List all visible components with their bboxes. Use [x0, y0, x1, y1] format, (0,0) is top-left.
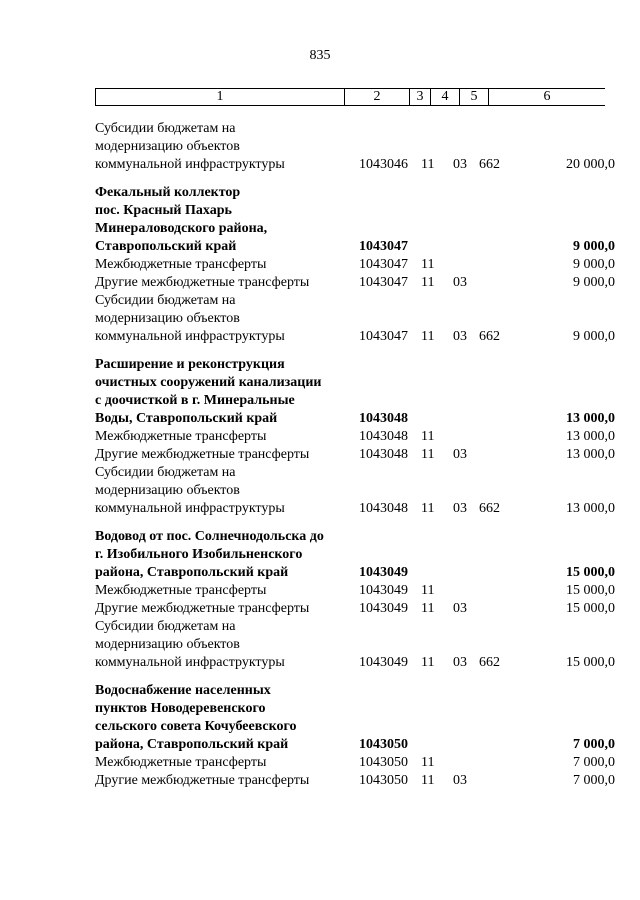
- column-header-5: 5: [460, 89, 489, 106]
- row-subsection: 03: [453, 501, 467, 516]
- row-amount: 13 000,0: [566, 447, 615, 462]
- column-header-1: 1: [96, 89, 345, 106]
- row-amount: 13 000,0: [566, 411, 615, 426]
- row-section: 11: [421, 275, 435, 290]
- row-name-line: с доочисткой в г. Минеральные: [95, 393, 295, 408]
- row-code: 1043048: [359, 429, 408, 444]
- column-header-row: [96, 89, 606, 106]
- row-subsection: 03: [453, 329, 467, 344]
- column-header-3: 3: [410, 89, 431, 106]
- row-code: 1043050: [359, 773, 408, 788]
- row-code: 1043048: [359, 447, 408, 462]
- row-code: 1043046: [359, 157, 408, 172]
- row-name-line: Межбюджетные трансферты: [95, 429, 267, 444]
- row-expense-type: 662: [479, 329, 500, 344]
- row-subsection: 03: [453, 275, 467, 290]
- row-section: 11: [421, 655, 435, 670]
- row-section: 11: [421, 773, 435, 788]
- table-row: [95, 274, 615, 292]
- row-subsection: 03: [453, 655, 467, 670]
- table-row: [95, 618, 615, 672]
- row-subsection: 03: [453, 447, 467, 462]
- table-row-heading: [95, 184, 615, 256]
- row-amount: 15 000,0: [566, 601, 615, 616]
- row-name-line: модернизацию объектов: [95, 637, 240, 652]
- row-code: 1043049: [359, 655, 408, 670]
- row-name-line: Межбюджетные трансферты: [95, 257, 267, 272]
- row-name-line: модернизацию объектов: [95, 139, 240, 154]
- row-section: 11: [421, 157, 435, 172]
- row-code: 1043047: [359, 257, 408, 272]
- row-code: 1043048: [359, 411, 408, 426]
- budget-section: [95, 184, 615, 346]
- table-row-heading: [95, 682, 615, 754]
- row-code: 1043049: [359, 601, 408, 616]
- section-divider: [95, 174, 615, 184]
- row-amount: 9 000,0: [573, 275, 615, 290]
- row-name-line: пос. Красный Пахарь: [95, 203, 232, 218]
- table-row-heading: [95, 356, 615, 428]
- row-amount: 9 000,0: [573, 329, 615, 344]
- table-row: [95, 464, 615, 518]
- column-header-4: 4: [431, 89, 460, 106]
- row-section: 11: [421, 447, 435, 462]
- row-amount: 15 000,0: [566, 655, 615, 670]
- row-code: 1043050: [359, 755, 408, 770]
- table-row: [95, 582, 615, 600]
- section-divider: [95, 346, 615, 356]
- row-section: 11: [421, 257, 435, 272]
- table-row: [95, 256, 615, 274]
- row-name-line: очистных сооружений канализации: [95, 375, 322, 390]
- row-name-line: Межбюджетные трансферты: [95, 755, 267, 770]
- budget-section: [95, 528, 615, 672]
- row-name-line: Другие межбюджетные трансферты: [95, 275, 310, 290]
- row-subsection: 03: [453, 773, 467, 788]
- row-name-line: модернизацию объектов: [95, 311, 240, 326]
- row-name-line: Субсидии бюджетам на: [95, 293, 236, 308]
- row-section: 11: [421, 601, 435, 616]
- row-amount: 7 000,0: [573, 773, 615, 788]
- row-expense-type: 662: [479, 501, 500, 516]
- row-name-line: Водовод от пос. Солнечнодольска до: [95, 529, 324, 544]
- row-name-line: Субсидии бюджетам на: [95, 619, 236, 634]
- row-name-line: Воды, Ставропольский край: [95, 411, 278, 426]
- row-expense-type: 662: [479, 157, 500, 172]
- row-name-line: Другие межбюджетные трансферты: [95, 773, 310, 788]
- budget-section: [95, 356, 615, 518]
- row-name-line: Субсидии бюджетам на: [95, 121, 236, 136]
- row-code: 1043047: [359, 329, 408, 344]
- row-name-line: Минераловодского района,: [95, 221, 268, 236]
- row-code: 1043047: [359, 275, 408, 290]
- row-name-line: Ставропольский край: [95, 239, 237, 254]
- section-divider: [95, 672, 615, 682]
- budget-section: [95, 682, 615, 790]
- row-name-line: Фекальный коллектор: [95, 185, 241, 200]
- table-row-heading: [95, 528, 615, 582]
- page-number: 835: [309, 48, 331, 63]
- row-code: 1043049: [359, 583, 408, 598]
- table-row: [95, 428, 615, 446]
- row-subsection: 03: [453, 601, 467, 616]
- row-name-line: коммунальной инфраструктуры: [95, 157, 285, 172]
- row-name-line: Другие межбюджетные трансферты: [95, 447, 310, 462]
- row-section: 11: [421, 755, 435, 770]
- row-amount: 7 000,0: [573, 755, 615, 770]
- row-subsection: 03: [453, 157, 467, 172]
- row-name-line: сельского совета Кочубеевского: [95, 719, 297, 734]
- row-name-line: Межбюджетные трансферты: [95, 583, 267, 598]
- row-name-line: Водоснабжение населенных: [95, 683, 271, 698]
- budget-table-body: [95, 120, 615, 790]
- table-row: [95, 754, 615, 772]
- column-header-6: 6: [489, 89, 606, 106]
- row-name-line: Другие межбюджетные трансферты: [95, 601, 310, 616]
- table-row: [95, 772, 615, 790]
- row-name-line: района, Ставропольский край: [95, 737, 289, 752]
- row-name-line: пунктов Новодеревенского: [95, 701, 266, 716]
- row-section: 11: [421, 429, 435, 444]
- row-expense-type: 662: [479, 655, 500, 670]
- row-amount: 13 000,0: [566, 429, 615, 444]
- row-amount: 7 000,0: [573, 737, 615, 752]
- section-divider: [95, 518, 615, 528]
- row-amount: 9 000,0: [573, 257, 615, 272]
- table-row: [95, 292, 615, 346]
- row-amount: 15 000,0: [566, 583, 615, 598]
- table-row: [95, 600, 615, 618]
- row-amount: 13 000,0: [566, 501, 615, 516]
- row-name-line: коммунальной инфраструктуры: [95, 501, 285, 516]
- row-section: 11: [421, 501, 435, 516]
- row-code: 1043049: [359, 565, 408, 580]
- row-name-line: Расширение и реконструкция: [95, 357, 285, 372]
- column-header-table: [95, 88, 605, 106]
- table-row: [95, 120, 615, 174]
- row-code: 1043048: [359, 501, 408, 516]
- row-amount: 20 000,0: [566, 157, 615, 172]
- column-header-2: 2: [345, 89, 410, 106]
- row-name-line: района, Ставропольский край: [95, 565, 289, 580]
- table-row: [95, 446, 615, 464]
- row-amount: 15 000,0: [566, 565, 615, 580]
- budget-section: [95, 120, 615, 174]
- row-amount: 9 000,0: [573, 239, 615, 254]
- row-code: 1043050: [359, 737, 408, 752]
- row-section: 11: [421, 329, 435, 344]
- row-name-line: коммунальной инфраструктуры: [95, 655, 285, 670]
- row-name-line: Субсидии бюджетам на: [95, 465, 236, 480]
- row-name-line: коммунальной инфраструктуры: [95, 329, 285, 344]
- row-code: 1043047: [359, 239, 408, 254]
- row-name-line: г. Изобильного Изобильненского: [95, 547, 303, 562]
- row-name-line: модернизацию объектов: [95, 483, 240, 498]
- row-section: 11: [421, 583, 435, 598]
